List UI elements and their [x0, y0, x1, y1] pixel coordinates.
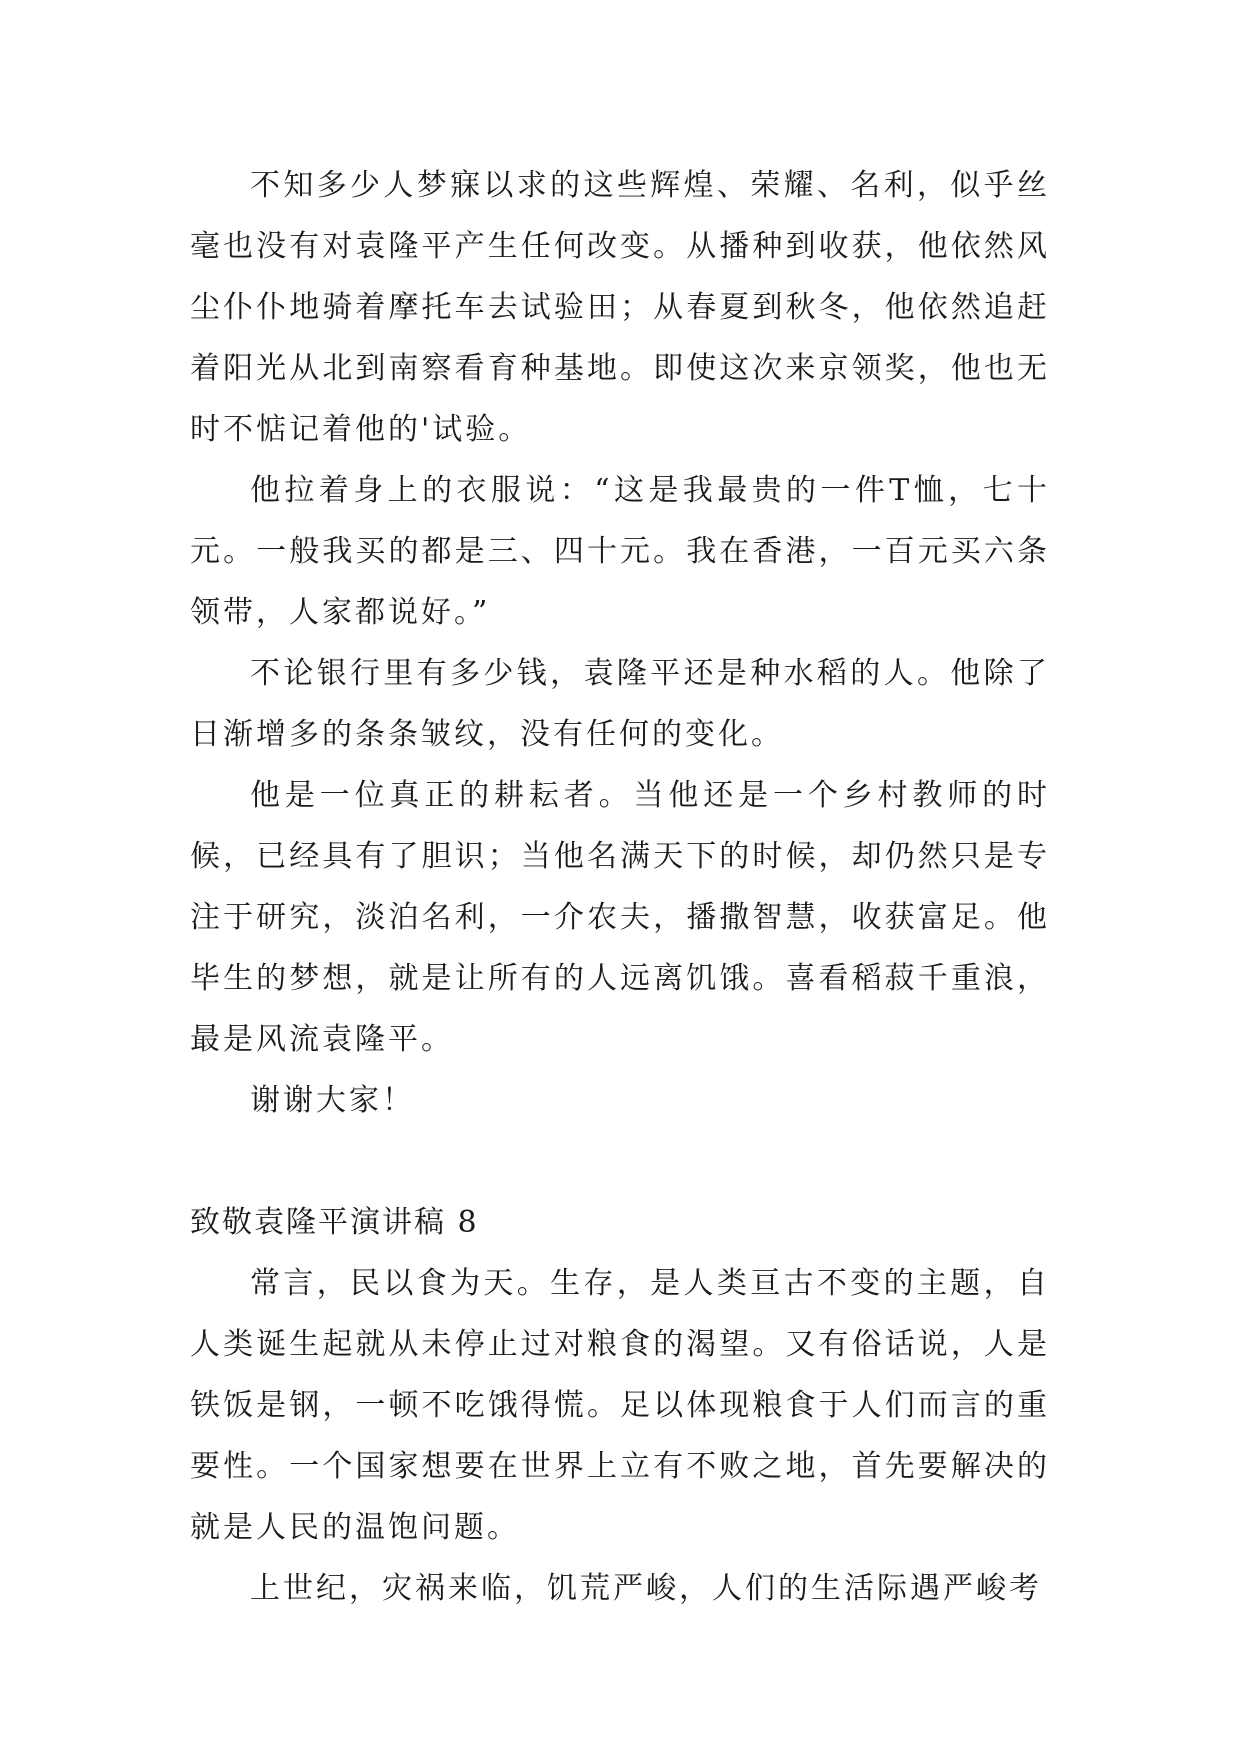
paragraph-unchanged-by-fame: 不知多少人梦寐以求的这些辉煌、荣耀、名利，似乎丝毫也没有对袁隆平产生任何改变。从播种到收获，他依然风尘仆仆地骑着摩托车去试验田；从春夏到秋冬，他依然追赶着阳光从北到南察看育种基地。即使这次来京领奖，他也无时不惦记着他的'试验。	[190, 168, 1050, 447]
paragraph-last-century: 上世纪，灾祸来临，饥荒严峻，人们的生活际遇严峻考	[250, 1571, 1042, 1606]
paragraph-rice-grower: 不论银行里有多少钱，袁隆平还是种水稻的人。他除了日渐增多的条条皱纹，没有任何的变化。	[190, 656, 1050, 752]
paragraph-true-cultivator: 他是一位真正的耕耘者。当他还是一个乡村教师的时候，已经具有了胆识；当他名满天下的时候，却仍然只是专注于研究，淡泊名利，一介农夫，播撒智慧，收获富足。他毕生的梦想，就是让所有的人远离饥饿。喜看稻菽千重浪，最是风流袁隆平。	[190, 778, 1050, 1057]
paragraph-food-is-heaven: 常言，民以食为天。生存，是人类亘古不变的主题，自人类诞生起就从未停止过对粮食的渴望。又有俗话说，人是铁饭是钢，一顿不吃饿得慌。足以体现粮食于人们而言的重要性。一个国家想要在世界上立有不败之地，首先要解决的就是人民的温饱问题。	[190, 1266, 1050, 1545]
paragraph-thanks: 谢谢大家！	[250, 1083, 415, 1118]
paragraph-t-shirt-quote: 他拉着身上的衣服说：“这是我最贵的一件T恤，七十元。一般我买的都是三、四十元。我在香港，一百元买六条领带，人家都说好。”	[190, 473, 1050, 630]
document-body	[190, 155, 1050, 1619]
section-title: 致敬袁隆平演讲稿 8	[190, 1205, 479, 1240]
